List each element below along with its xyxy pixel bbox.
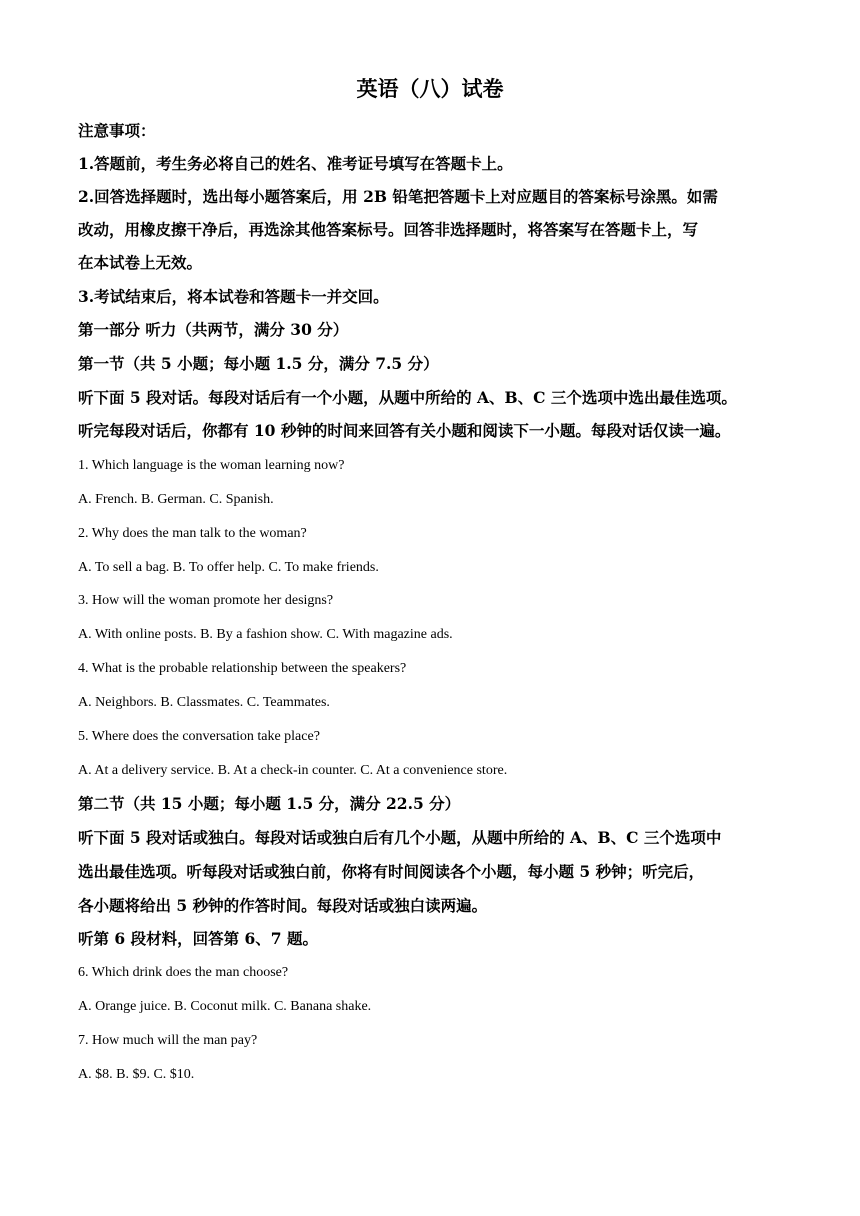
question-3-options: A. With online posts. B. By a fashion show. C. With magazine ads. (78, 627, 453, 642)
question-7-options: A. $8. B. $9. C. $10. (78, 1067, 195, 1082)
note-2-line-1: 2.回答选择题时，选出每小题答案后，用 2B 铅笔把答题卡上对应题目的答案标号涂黑。如需 (78, 187, 718, 206)
question-5-options: A. At a delivery service. B. At a check-in counter. C. At a convenience store. (78, 763, 508, 778)
question-4: 4. What is the probable relationship between the speakers? (78, 661, 407, 676)
section-2-instruction-line-3: 各小题将给出 5 秒钟的作答时间。每段对话或独白读两遍。 (78, 896, 488, 915)
question-1: 1. Which language is the woman learning now? (78, 458, 345, 473)
question-1-options: A. French. B. German. C. Spanish. (78, 492, 274, 507)
note-2-line-3: 在本试卷上无效。 (78, 253, 203, 272)
note-3: 3.考试结束后，将本试卷和答题卡一并交回。 (78, 287, 389, 306)
note-2-line-2: 改动，用橡皮擦干净后，再选涂其他答案标号。回答非选择题时，将答案写在答题卡上，写 (78, 220, 699, 239)
question-3: 3. How will the woman promote her designs? (78, 593, 334, 608)
part-1-heading: 第一部分 听力（共两节，满分 30 分） (78, 320, 349, 339)
note-1: 1.答题前，考生务必将自己的姓名、准考证号填写在答题卡上。 (78, 154, 513, 173)
material-6-heading: 听第 6 段材料，回答第 6、7 题。 (78, 929, 318, 948)
section-2-instruction-line-2: 选出最佳选项。听每段对话或独白前，你将有时间阅读各个小题，每小题 5 秒钟；听完后， (78, 862, 705, 881)
question-4-options: A. Neighbors. B. Classmates. C. Teammates. (78, 695, 330, 710)
section-2-instruction-line-1: 听下面 5 段对话或独白。每段对话或独白后有几个小题，从题中所给的 A、B、C 三个选项中 (78, 828, 722, 847)
question-5: 5. Where does the conversation take place? (78, 729, 320, 744)
question-2-options: A. To sell a bag. B. To offer help. C. To make friends. (78, 560, 379, 575)
question-6-options: A. Orange juice. B. Coconut milk. C. Banana shake. (78, 999, 372, 1014)
section-1-instruction-line-1: 听下面 5 段对话。每段对话后有一个小题，从题中所给的 A、B、C 三个选项中选出最佳选项。 (78, 388, 737, 407)
question-6: 6. Which drink does the man choose? (78, 965, 289, 980)
section-1-instruction-line-2: 听完每段对话后，你都有 10 秒钟的时间来回答有关小题和阅读下一小题。每段对话仅读一遍。 (78, 421, 731, 440)
section-2-heading: 第二节（共 15 小题；每小题 1.5 分，满分 22.5 分） (78, 794, 461, 813)
exam-title: 英语（八）试卷 (356, 76, 504, 101)
notes-heading: 注意事项： (78, 121, 156, 140)
question-2: 2. Why does the man talk to the woman? (78, 526, 307, 541)
section-1-heading: 第一节（共 5 小题；每小题 1.5 分，满分 7.5 分） (78, 354, 439, 373)
question-7: 7. How much will the man pay? (78, 1033, 258, 1048)
